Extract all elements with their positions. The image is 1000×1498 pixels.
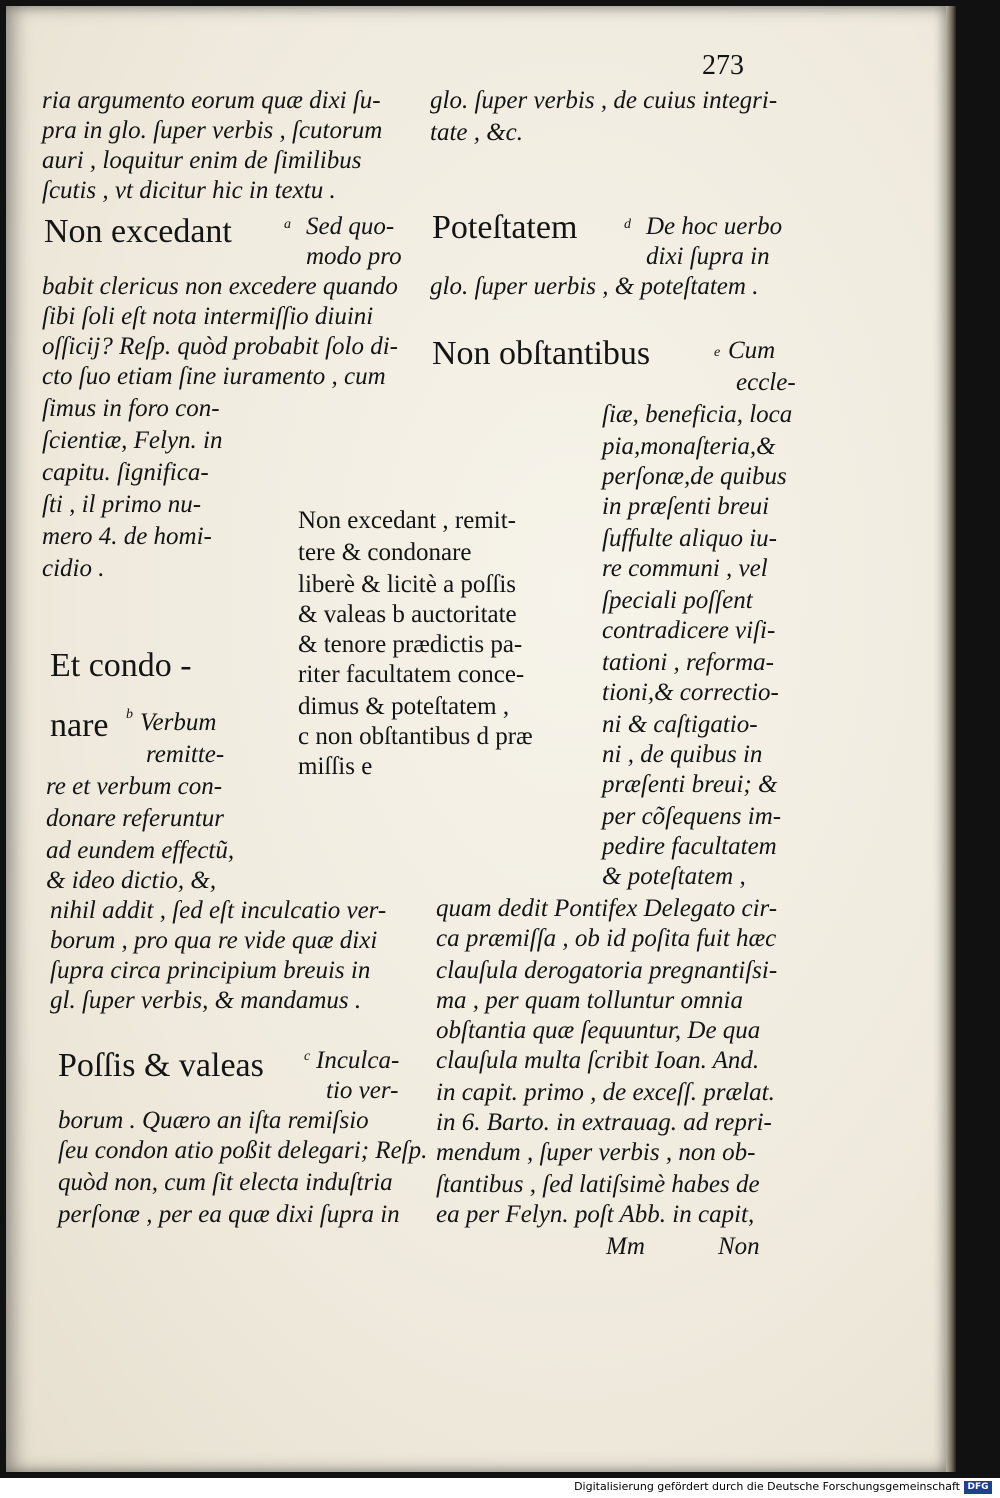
text-line: Non excedant , remit- bbox=[298, 507, 516, 534]
text-line: borum , pro qua re vide quæ dixi bbox=[50, 927, 378, 954]
text-line: dimus & poteſtatem , bbox=[298, 693, 510, 720]
footer-bar bbox=[0, 1478, 1000, 1498]
text-line: De hoc uerbo bbox=[646, 213, 783, 240]
text-line: tate , &c. bbox=[430, 119, 524, 146]
text-line: glo. ſuper uerbis , & poteſtatem . bbox=[430, 273, 759, 300]
heading-et-condonare: Et condo - bbox=[50, 647, 192, 684]
text-line: in præſenti breui bbox=[602, 493, 770, 520]
page-number: 273 bbox=[702, 50, 744, 81]
text-line: dixi ſupra in bbox=[646, 243, 770, 270]
heading-non-obstantibus: Non obſtantibus bbox=[432, 335, 651, 372]
text-line: ſpeciali poſſent bbox=[602, 587, 753, 614]
heading-potestatem: Poteſtatem bbox=[432, 209, 578, 246]
text-line: cidio . bbox=[42, 555, 105, 582]
text-line: c non obſtantibus d præ bbox=[298, 723, 533, 750]
text-line: obſtantia quæ ſequuntur, De qua bbox=[436, 1017, 761, 1044]
text-line: & tenore prædictis pa- bbox=[298, 631, 523, 658]
text-line: in capit. primo , de exceſſ. prælat. bbox=[436, 1079, 775, 1106]
footnote-marker: e bbox=[714, 345, 721, 360]
text-line: Inculca- bbox=[316, 1047, 400, 1074]
text-line: ſuffulte aliquo iu- bbox=[602, 525, 777, 552]
text-line: tio ver- bbox=[326, 1077, 399, 1104]
text-line: Sed quo- bbox=[306, 213, 395, 240]
text-line: babit clericus non excedere quando bbox=[42, 273, 398, 300]
text-line: cto ſuo etiam ſine iuramento , cum bbox=[42, 363, 386, 390]
text-line: ſimus in foro con- bbox=[42, 395, 220, 422]
text-line: borum . Quæro an iſta remiſsio bbox=[58, 1107, 369, 1134]
text-line: quam dedit Pontifex Delegato cir- bbox=[436, 895, 778, 922]
text-line: quòd non, cum ſit electa induſtria bbox=[58, 1169, 393, 1196]
text-line: glo. ſuper verbis , de cuius integri- bbox=[430, 87, 778, 114]
page-edge bbox=[946, 6, 956, 1472]
text-line: Cum bbox=[728, 337, 776, 364]
text-line: riter facultatem conce- bbox=[298, 661, 525, 688]
text-line: auri , loquitur enim de ſimilibus bbox=[42, 147, 362, 174]
text-line: clauſula multa ſcribit Ioan. And. bbox=[436, 1047, 760, 1074]
text-line: contradicere viſi- bbox=[602, 617, 776, 644]
footnote-marker: c bbox=[304, 1049, 311, 1064]
catchword-signature: Mm bbox=[606, 1233, 645, 1260]
text-line: ſibi ſoli eſt nota intermiſſio diuini bbox=[42, 303, 374, 330]
catchword: Non bbox=[718, 1233, 760, 1260]
text-line: pedire facultatem bbox=[602, 833, 777, 860]
text-line: donare referuntur bbox=[46, 805, 224, 832]
heading-possis-valeas: Poſſis & valeas bbox=[58, 1047, 264, 1084]
text-line: miſſis e bbox=[298, 753, 373, 780]
text-line: re communi , vel bbox=[602, 555, 768, 582]
text-line: perſonæ , per ea quæ dixi ſupra in bbox=[58, 1201, 400, 1228]
text-line: & poteſtatem , bbox=[602, 863, 746, 890]
text-line: ria argumento eorum quæ dixi ſu- bbox=[42, 87, 381, 114]
text-line: nihil addit , ſed eſt inculcatio ver- bbox=[50, 897, 387, 924]
text-line: per cõſequens im- bbox=[602, 803, 782, 830]
text-line: ni & caſtigatio- bbox=[602, 711, 758, 738]
text-line: pia,monaſteria,& bbox=[602, 433, 776, 460]
footer-credit: Digitalisierung gefördert durch die Deutsche Forschungsgemeinschaft bbox=[574, 1480, 960, 1493]
footnote-marker: a bbox=[284, 217, 291, 232]
text-line: perſonæ,de quibus bbox=[602, 463, 787, 490]
footnote-marker: b bbox=[126, 707, 133, 722]
text-line: clauſula derogatoria pregnantiſsi- bbox=[436, 957, 778, 984]
text-line: eccle- bbox=[736, 369, 796, 396]
text-line: gl. ſuper verbis, & mandamus . bbox=[50, 987, 362, 1014]
text-line: ſiæ, beneficia, loca bbox=[602, 401, 793, 428]
text-line: tere & condonare bbox=[298, 539, 472, 566]
text-line: ma , per quam tolluntur omnia bbox=[436, 987, 743, 1014]
text-line: oſſicij? Reſp. quòd probabit ſolo di- bbox=[42, 333, 398, 360]
dfg-logo: DFG bbox=[964, 1481, 992, 1494]
text-line: Verbum bbox=[140, 709, 217, 736]
text-line: tioni,& correctio- bbox=[602, 679, 779, 706]
text-line: & ideo dictio, &, bbox=[46, 867, 217, 894]
text-line: remitte- bbox=[146, 741, 225, 768]
text-line: tationi , reforma- bbox=[602, 649, 774, 676]
text-line: ſupra circa principium breuis in bbox=[50, 957, 371, 984]
text-line: mendum , ſuper verbis , non ob- bbox=[436, 1139, 756, 1166]
heading-non-excedant: Non excedant bbox=[44, 213, 232, 250]
text-line: ſti , il primo nu- bbox=[42, 491, 202, 518]
text-line: ſcientiæ, Felyn. in bbox=[42, 427, 223, 454]
text-line: præſenti breui; & bbox=[602, 771, 778, 798]
text-line: ſtantibus , ſed latiſsimè habes de bbox=[436, 1171, 760, 1198]
text-line: ni , de quibus in bbox=[602, 741, 763, 768]
text-line: ad eundem effectũ, bbox=[46, 837, 235, 864]
text-line: in 6. Barto. in extrauag. ad repri- bbox=[436, 1109, 772, 1136]
text-line: ea per Felyn. poſt Abb. in capit, bbox=[436, 1201, 755, 1228]
text-line: modo pro bbox=[306, 243, 402, 270]
heading-et-condonare-cont: nare bbox=[50, 707, 109, 744]
text-line: liberè & licitè a poſſis bbox=[298, 571, 516, 598]
text-line: capitu. ſignifica- bbox=[42, 459, 209, 486]
text-line: ſcutis , vt dicitur hic in textu . bbox=[42, 177, 336, 204]
text-line: mero 4. de homi- bbox=[42, 523, 212, 550]
text-line: pra in glo. ſuper verbis , ſcutorum bbox=[42, 117, 383, 144]
text-line: ſeu condon atio poßit delegari; Reſp. bbox=[58, 1137, 428, 1164]
text-line: re et verbum con- bbox=[46, 773, 223, 800]
book-page bbox=[6, 6, 946, 1472]
footnote-marker: d bbox=[624, 217, 631, 232]
text-line: & valeas b auctoritate bbox=[298, 601, 517, 628]
text-line: ca præmiſſa , ob id poſita fuit hæc bbox=[436, 925, 777, 952]
